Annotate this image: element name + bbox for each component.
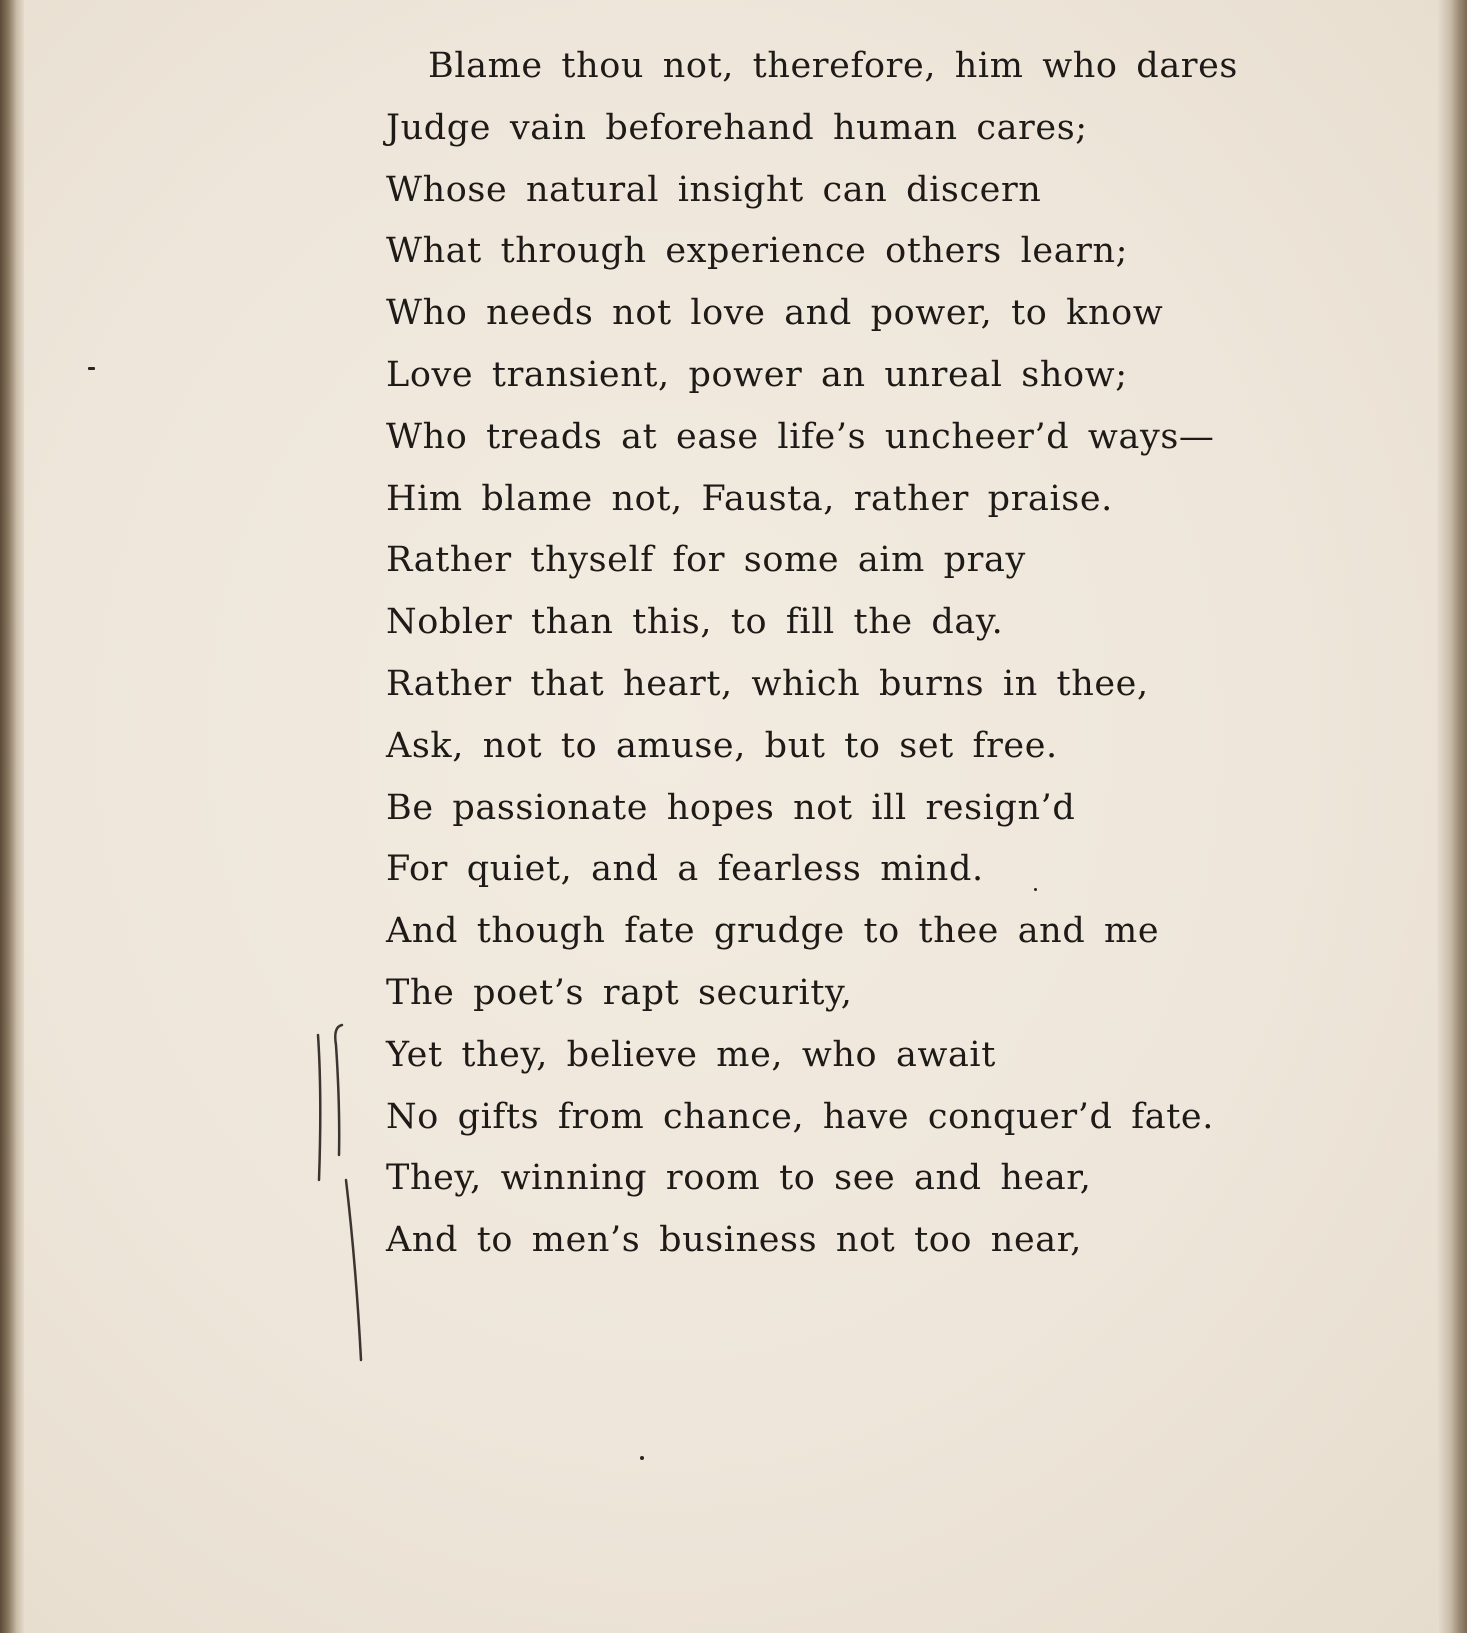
- poem-line: Rather that heart, which burns in thee,: [386, 663, 1149, 704]
- poem-line: They, winning room to see and hear,: [386, 1158, 1092, 1199]
- pencil-margin-marks: [300, 1015, 390, 1375]
- pencil-stroke: [335, 1025, 342, 1155]
- poem-line: Yet they, believe me, who await: [386, 1034, 996, 1075]
- poem-line: For quiet, and a fearless mind.: [386, 849, 984, 890]
- poem-line: No gifts from chance, have conquer’d fate.: [386, 1096, 1214, 1137]
- paper-speck: [640, 1456, 644, 1460]
- poem-line: Judge vain beforehand human cares;: [386, 107, 1088, 148]
- poem-line: And to men’s business not too near,: [386, 1220, 1082, 1261]
- poem-line: Be passionate hopes not ill resign’d: [386, 787, 1076, 828]
- paper-speck: [1034, 888, 1037, 891]
- paper-speck: [88, 367, 95, 370]
- poem-line: Him blame not, Fausta, rather praise.: [386, 478, 1113, 519]
- page-outer-edge: [1437, 0, 1467, 1633]
- poem-line: And though fate grudge to thee and me: [386, 911, 1160, 952]
- poem-line: Who needs not love and power, to know: [386, 293, 1164, 334]
- poem-line: Love transient, power an unreal show;: [386, 354, 1128, 395]
- poem-line: Who treads at ease life’s uncheer’d ways—: [386, 416, 1215, 457]
- poem-line: Blame thou not, therefore, him who dares: [428, 46, 1238, 86]
- poem-line: The poet’s rapt security,: [386, 972, 853, 1013]
- poem-line: Rather thyself for some aim pray: [386, 540, 1026, 581]
- poem-line: Ask, not to amuse, but to set free.: [386, 725, 1058, 766]
- page-binding-edge: [0, 0, 24, 1633]
- poem-line: Nobler than this, to fill the day.: [386, 602, 1004, 643]
- poem-line: Whose natural insight can discern: [386, 169, 1042, 210]
- pencil-stroke: [346, 1180, 361, 1360]
- pencil-stroke: [318, 1035, 320, 1180]
- poem-text: [386, 36, 1246, 1272]
- poem-line: What through experience others learn;: [386, 231, 1129, 272]
